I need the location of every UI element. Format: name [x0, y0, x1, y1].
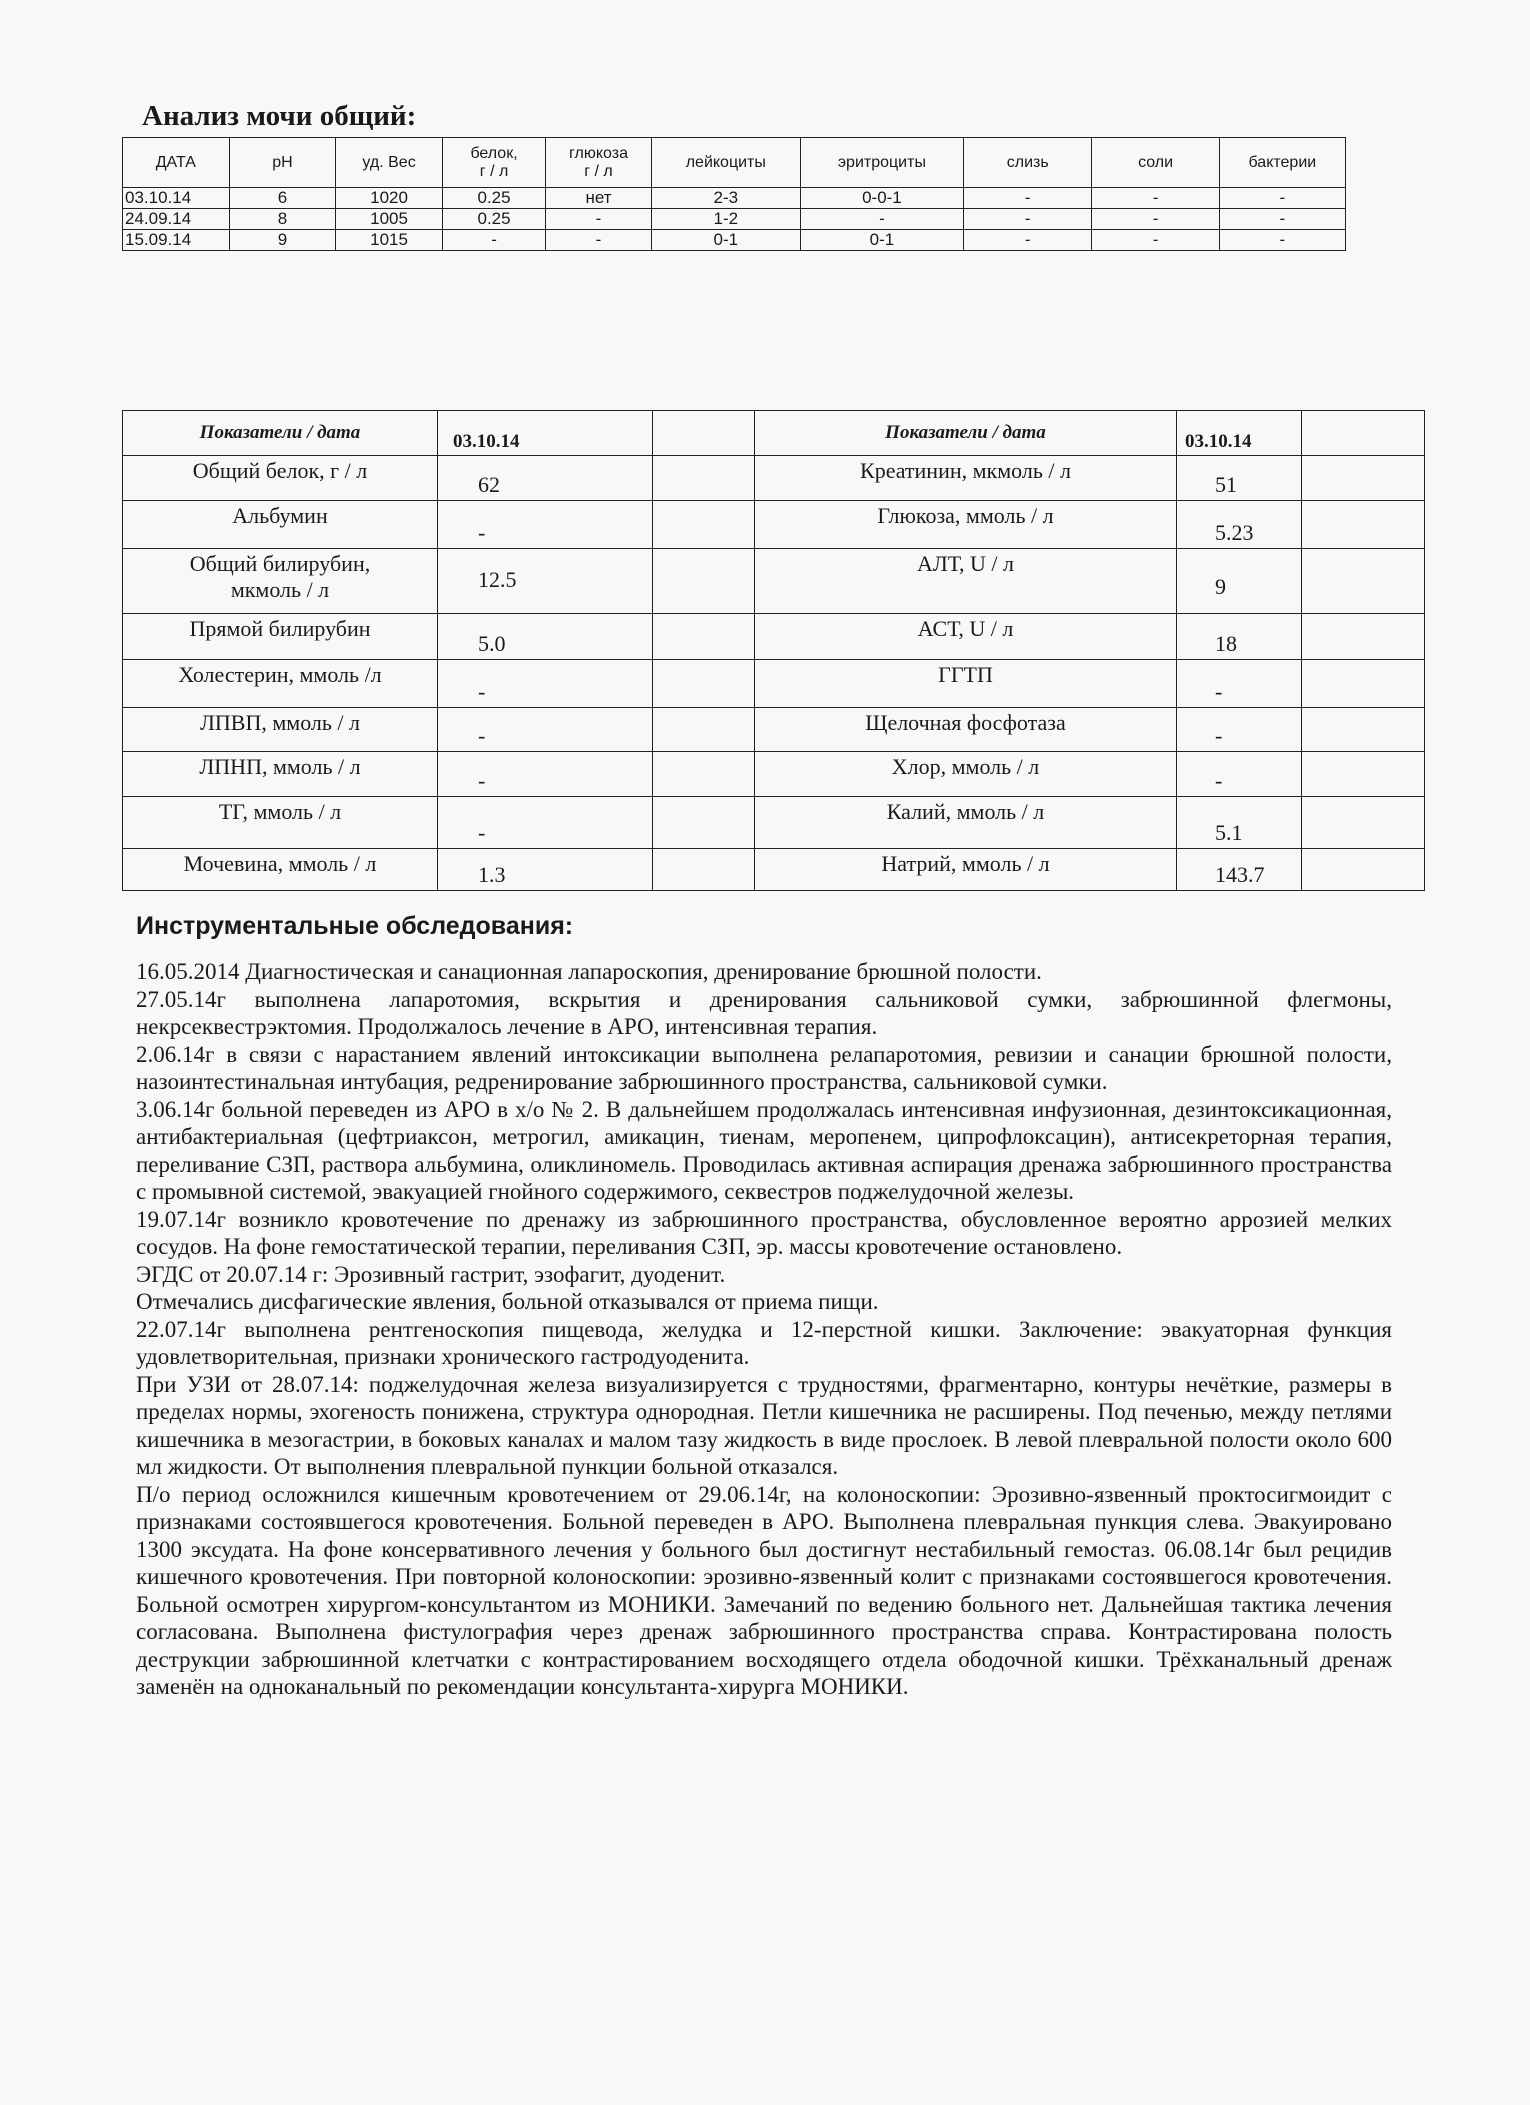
bio-empty-cell — [1302, 708, 1425, 752]
table-cell: - — [1092, 230, 1219, 251]
urine-col-header: глюкоза г / л — [546, 138, 652, 188]
bio-empty-cell — [653, 614, 755, 660]
bio-empty-cell — [653, 849, 755, 891]
table-cell: 03.10.14 — [123, 188, 230, 209]
bio-empty-cell — [1302, 501, 1425, 549]
table-cell: - — [800, 209, 963, 230]
bio-empty-cell — [1302, 549, 1425, 614]
urine-col-header: уд. Вес — [336, 138, 443, 188]
paragraph: 16.05.2014 Диагностическая и санационная лапароскопия, дренирование брюшной полости. — [136, 959, 1042, 984]
urine-analysis-table — [122, 137, 1346, 251]
urine-col-header: pH — [229, 138, 336, 188]
paragraph: П/о период осложнился кишечным кровотечением от 29.06.14г, на колоноскопии: Эрозивно-язвенный проктосигмоидит с признаками состоявшегося кровотечения. Больной переведен в АРО. Выполнена плевральная пункция слева. Эвакуировано 1300 эксудата. На фоне консервативного лечения у больного был достигнут нестабильный гемостаз. 06.08.14г был рецидив кишечного кровотечения. При повторной колоноскопии: эрозивно-язвенный колит с признаками состоявшегося кровотечения. Больной осмотрен хирургом-консультантом из МОНИКИ. Замечаний по ведению больного нет. Дальнейшая тактика лечения согласована. Выполнена фистулография через дренаж забрюшинного пространства справа. Контрастирована полость деструкции забрюшинной клетчатки с контрастированием восходящего отдела ободочной кишки. Трёхканальный дренаж заменён на одноканальный по рекомендации консультанта-хирурга МОНИКИ. — [136, 1481, 1392, 1699]
bio-parameter-value: - — [438, 660, 653, 708]
table-row — [123, 230, 1346, 251]
table-cell: 6 — [229, 188, 336, 209]
table-row — [123, 501, 1425, 549]
urine-col-header: белок, г / л — [442, 138, 545, 188]
table-row — [123, 797, 1425, 849]
table-cell: 1020 — [336, 188, 443, 209]
table-cell: 9 — [229, 230, 336, 251]
paragraph: Отмечались дисфагические явления, больной отказывался от приема пищи. — [136, 1289, 879, 1314]
bio-empty-cell — [653, 549, 755, 614]
table-row — [123, 209, 1346, 230]
urine-col-header: эритроциты — [800, 138, 963, 188]
urine-col-header: соли — [1092, 138, 1219, 188]
biochemistry-table — [122, 410, 1425, 891]
urine-analysis-title: Анализ мочи общий: — [142, 100, 417, 132]
bio-parameter-label: Холестерин, ммоль /л — [123, 660, 438, 708]
table-cell: - — [964, 230, 1092, 251]
bio-empty-cell — [1302, 614, 1425, 660]
bio-empty-cell — [1302, 456, 1425, 501]
bio-parameter-label: Креатинин, мкмоль / л — [755, 456, 1177, 501]
urine-table-header-row — [123, 138, 1346, 188]
bio-parameter-value: 12.5 — [438, 549, 653, 614]
bio-empty-cell — [653, 456, 755, 501]
instrumental-exams-title: Инструментальные обследования: — [136, 912, 574, 940]
bio-parameter-label: Щелочная фосфотаза — [755, 708, 1177, 752]
table-row — [123, 708, 1425, 752]
bio-parameter-value: - — [1177, 752, 1302, 797]
paragraph: При УЗИ от 28.07.14: поджелудочная железа визуализируется с трудностями, фрагментарно, контуры нечёткие, размеры в пределах нормы, эхогеность понижена, структура однородная. Петли кишечника не расширены. Под печенью, между петлями кишечника в мезогастрии, в боковых каналах и малом тазу жидкость в виде прослоек. В левой плевральной полости около 600 мл жидкости. От выполнения плевральной пункции больной отказался. — [136, 1371, 1392, 1479]
table-cell: 8 — [229, 209, 336, 230]
table-cell: - — [1219, 209, 1345, 230]
table-row — [123, 849, 1425, 891]
bio-header-label: Показатели / дата — [123, 411, 438, 456]
table-cell: - — [1092, 209, 1219, 230]
bio-header-label: Показатели / дата — [755, 411, 1177, 456]
bio-parameter-label: АЛТ, U / л — [755, 549, 1177, 614]
bio-empty-cell — [653, 708, 755, 752]
bio-empty-cell — [1302, 660, 1425, 708]
bio-parameter-label: Калий, ммоль / л — [755, 797, 1177, 849]
table-row — [123, 660, 1425, 708]
bio-empty-cell — [653, 752, 755, 797]
table-cell: 24.09.14 — [123, 209, 230, 230]
bio-parameter-value: 143.7 — [1177, 849, 1302, 891]
table-cell: 1-2 — [651, 209, 800, 230]
bio-parameter-label: Мочевина, ммоль / л — [123, 849, 438, 891]
urine-col-header: бактерии — [1219, 138, 1345, 188]
table-cell: - — [1219, 188, 1345, 209]
bio-parameter-value: - — [1177, 660, 1302, 708]
table-cell: 2-3 — [651, 188, 800, 209]
table-cell: - — [964, 188, 1092, 209]
urine-col-header: ДАТА — [123, 138, 230, 188]
table-cell: нет — [546, 188, 652, 209]
paragraph: 3.06.14г больной переведен из АРО в х/о № 2. В дальнейшем продолжалась интенсивная инфузионная, дезинтоксикационная, антибактериальная (цефтриаксон, метрогил, амикацин, тиенам, меропенем, ципрофлоксацин), антисекреторная терапия, переливание СЗП, раствора альбумина, оликлиномель. Проводилась активная аспирация дренажа забрюшинного пространства с промывной системой, эвакуацией гнойного содержимого, секвестров поджелудочной железы. — [136, 1096, 1392, 1204]
table-cell: 0-1 — [651, 230, 800, 251]
bio-empty-cell — [653, 660, 755, 708]
paragraph: 22.07.14г выполнена рентгеноскопия пищевода, желудка и 12-перстной кишки. Заключение: эвакуаторная функция удовлетворительная, признаки хронического гастродуоденита. — [136, 1316, 1392, 1369]
table-cell: 0.25 — [442, 209, 545, 230]
bio-parameter-label: Альбумин — [123, 501, 438, 549]
bio-parameter-value: - — [438, 708, 653, 752]
bio-parameter-value: 1.3 — [438, 849, 653, 891]
bio-parameter-label: ЛПНП, ммоль / л — [123, 752, 438, 797]
table-cell: 1015 — [336, 230, 443, 251]
table-cell: 0-0-1 — [800, 188, 963, 209]
bio-parameter-label: Прямой билирубин — [123, 614, 438, 660]
bio-parameter-value: - — [438, 501, 653, 549]
bio-parameter-label: Хлор, ммоль / л — [755, 752, 1177, 797]
bio-parameter-label: Общий белок, г / л — [123, 456, 438, 501]
paragraph: ЭГДС от 20.07.14 г: Эрозивный гастрит, эзофагит, дуоденит. — [136, 1261, 726, 1287]
bio-header-empty — [653, 411, 755, 456]
bio-parameter-label: ЛПВП, ммоль / л — [123, 708, 438, 752]
bio-parameter-value: - — [438, 797, 653, 849]
bio-parameter-label: АСТ, U / л — [755, 614, 1177, 660]
bio-empty-cell — [653, 797, 755, 849]
table-cell: - — [546, 209, 652, 230]
table-cell: - — [546, 230, 652, 251]
urine-col-header: лейкоциты — [651, 138, 800, 188]
table-row — [123, 188, 1346, 209]
table-cell: - — [1219, 230, 1345, 251]
bio-parameter-value: 5.0 — [438, 614, 653, 660]
bio-parameter-label: Глюкоза, ммоль / л — [755, 501, 1177, 549]
table-cell: - — [1092, 188, 1219, 209]
bio-parameter-value: 9 — [1177, 549, 1302, 614]
table-row — [123, 549, 1425, 614]
table-cell: 1005 — [336, 209, 443, 230]
bio-parameter-value: 18 — [1177, 614, 1302, 660]
bio-header-date: 03.10.14 — [1177, 411, 1302, 456]
bio-empty-cell — [653, 501, 755, 549]
bio-parameter-value: 51 — [1177, 456, 1302, 501]
bio-parameter-value: - — [438, 752, 653, 797]
paragraph: 2.06.14г в связи с нарастанием явлений интоксикации выполнена релапаротомия, ревизии и санации брюшной полости, назоинтестинальная интубация, редренирование забрюшинного пространства, сальниковой сумки. — [136, 1041, 1392, 1094]
bio-parameter-value: 62 — [438, 456, 653, 501]
bio-header-date: 03.10.14 — [438, 411, 653, 456]
bio-empty-cell — [1302, 752, 1425, 797]
table-cell: 0.25 — [442, 188, 545, 209]
bio-parameter-value: 5.23 — [1177, 501, 1302, 549]
table-cell: - — [964, 209, 1092, 230]
bio-parameter-value: 5.1 — [1177, 797, 1302, 849]
bio-parameter-label: Натрий, ммоль / л — [755, 849, 1177, 891]
bio-table-header-row — [123, 411, 1425, 456]
bio-parameter-label: ТГ, ммоль / л — [123, 797, 438, 849]
table-cell: 0-1 — [800, 230, 963, 251]
paragraph: 19.07.14г возникло кровотечение по дренажу из забрюшинного пространства, обусловленное вероятно аррозией мелких сосудов. На фоне гемостатической терапии, переливания СЗП, эр. массы кровотечение остановлено. — [136, 1206, 1392, 1259]
paragraph: 27.05.14г выполнена лапаротомия, вскрытия и дренирования сальниковой сумки, забрюшинной флегмоны, некрсеквестрэктомия. Продолжалось лечение в АРО, интенсивная терапия. — [136, 986, 1392, 1039]
bio-header-empty — [1302, 411, 1425, 456]
table-row — [123, 614, 1425, 660]
table-cell: - — [442, 230, 545, 251]
table-row — [123, 752, 1425, 797]
bio-parameter-label: ГГТП — [755, 660, 1177, 708]
bio-parameter-value: - — [1177, 708, 1302, 752]
bio-empty-cell — [1302, 849, 1425, 891]
instrumental-exams-text — [136, 958, 1392, 1701]
bio-parameter-label: Общий билирубин, мкмоль / л — [123, 549, 438, 614]
bio-empty-cell — [1302, 797, 1425, 849]
table-cell: 15.09.14 — [123, 230, 230, 251]
table-row — [123, 456, 1425, 501]
urine-col-header: слизь — [964, 138, 1092, 188]
